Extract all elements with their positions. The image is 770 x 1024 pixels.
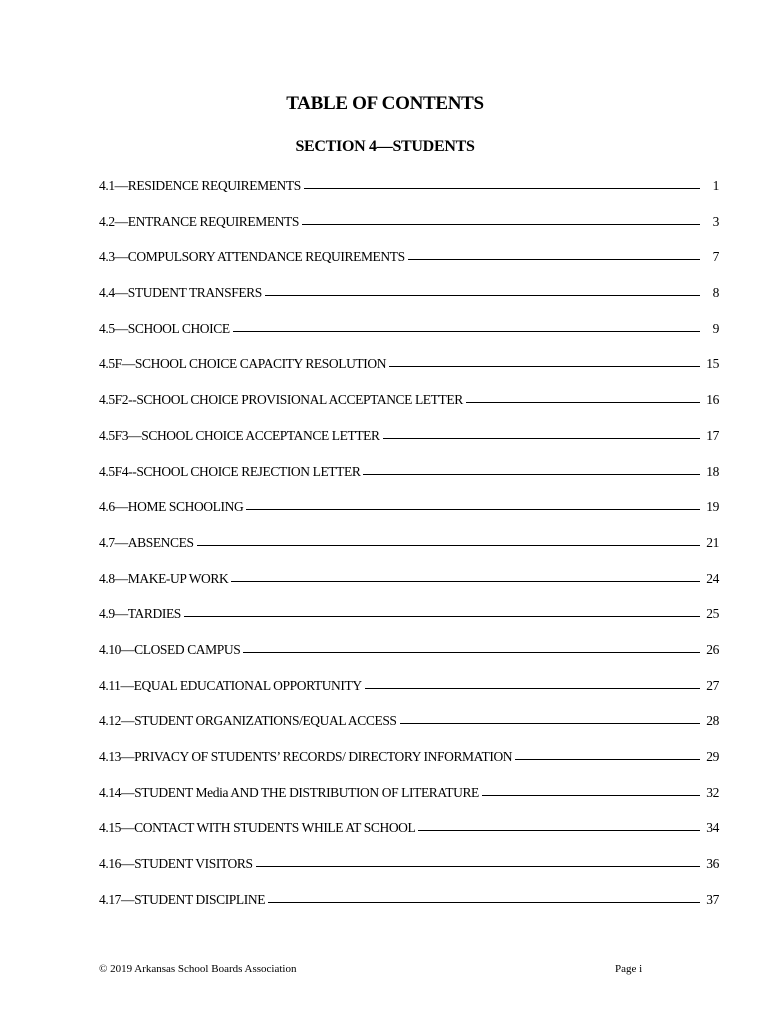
toc-leader-line — [184, 616, 700, 617]
toc-leader-line — [265, 295, 700, 296]
toc-entry[interactable] — [99, 392, 719, 428]
toc-entry-label: 4.17—STUDENT DISCIPLINE — [99, 891, 266, 907]
toc-entry-label: 4.5F2--SCHOOL CHOICE PROVISIONAL ACCEPTANCE LETTER — [99, 392, 463, 408]
toc-entry-page-number: 16 — [706, 392, 719, 408]
toc-leader-line — [383, 438, 700, 439]
toc-leader-line — [418, 830, 700, 831]
toc-entry-page-number: 29 — [706, 749, 719, 764]
toc-entry[interactable] — [99, 820, 719, 856]
toc-entry-page-number: 34 — [706, 820, 719, 836]
toc-leader-line — [243, 652, 700, 653]
toc-entry-page-number: 17 — [706, 427, 719, 443]
toc-entry[interactable] — [99, 428, 719, 464]
toc-entry-page-number: 18 — [706, 463, 719, 479]
toc-entry[interactable] — [99, 678, 719, 714]
toc-entry[interactable] — [99, 892, 719, 928]
toc-leader-line — [197, 545, 700, 546]
toc-entry-page-number: 28 — [706, 713, 719, 729]
toc-entry[interactable] — [99, 642, 719, 678]
toc-entry[interactable] — [99, 321, 719, 357]
toc-leader-line — [304, 188, 700, 189]
toc-entry-label: 4.4—STUDENT TRANSFERS — [99, 285, 262, 301]
toc-entry[interactable] — [99, 713, 719, 749]
toc-leader-line — [408, 259, 700, 260]
toc-entry[interactable] — [99, 535, 719, 571]
toc-entry[interactable] — [99, 464, 719, 500]
toc-entry-label: 4.5—SCHOOL CHOICE — [99, 320, 230, 336]
toc-entry-page-number: 15 — [706, 356, 719, 372]
toc-entry[interactable] — [99, 571, 719, 607]
toc-entry-label: 4.11—EQUAL EDUCATIONAL OPPORTUNITY — [99, 677, 362, 693]
toc-entry-label: 4.12—STUDENT ORGANIZATIONS/EQUAL ACCESS — [99, 713, 397, 729]
toc-leader-line — [231, 581, 700, 582]
toc-entry-label: 4.13—PRIVACY OF STUDENTS’ RECORDS/ DIRECTORY INFORMATION — [99, 749, 513, 764]
toc-entry-label: 4.14—STUDENT Media AND THE DISTRIBUTION OF LITERATURE — [99, 784, 479, 800]
toc-entry-label: 4.16—STUDENT VISITORS — [99, 856, 253, 872]
document-title: TABLE OF CONTENTS — [286, 93, 484, 114]
toc-leader-line — [515, 759, 700, 760]
toc-entry-page-number: 9 — [712, 320, 719, 336]
toc-entry-page-number: 19 — [706, 499, 719, 515]
toc-leader-line — [389, 366, 700, 367]
toc-leader-line — [268, 902, 700, 903]
toc-entry-label: 4.6—HOME SCHOOLING — [99, 499, 244, 515]
toc-entry[interactable] — [99, 178, 719, 214]
toc-entry-page-number: 3 — [712, 213, 719, 229]
toc-entry-page-number: 26 — [706, 641, 719, 657]
toc-leader-line — [466, 402, 700, 403]
toc-entry-label: 4.9—TARDIES — [99, 606, 181, 622]
toc-entry-page-number: 8 — [712, 285, 719, 301]
toc-entry-label: 4.7—ABSENCES — [99, 534, 194, 550]
toc-entry-page-number: 24 — [706, 570, 719, 586]
toc-leader-line — [482, 795, 700, 796]
toc-leader-line — [246, 509, 700, 510]
toc-entry[interactable] — [99, 606, 719, 642]
toc-entry-label: 4.5F4--SCHOOL CHOICE REJECTION LETTER — [99, 463, 361, 479]
toc-entry-page-number: 1 — [712, 178, 719, 193]
toc-entry-label: 4.1—RESIDENCE REQUIREMENTS — [99, 178, 301, 193]
toc-entry[interactable] — [99, 249, 719, 285]
toc-leader-line — [233, 331, 700, 332]
footer-copyright: © 2019 Arkansas School Boards Association — [99, 963, 297, 975]
toc-leader-line — [365, 688, 700, 689]
toc-entry[interactable] — [99, 856, 719, 892]
toc-entry-label: 4.5F—SCHOOL CHOICE CAPACITY RESOLUTION — [99, 356, 387, 372]
table-of-contents — [99, 178, 719, 927]
section-title: SECTION 4—STUDENTS — [295, 138, 475, 155]
toc-entry-page-number: 25 — [706, 606, 719, 622]
toc-entry-label: 4.3—COMPULSORY ATTENDANCE REQUIREMENTS — [99, 249, 405, 265]
toc-leader-line — [400, 723, 700, 724]
toc-entry-label: 4.8—MAKE-UP WORK — [99, 570, 229, 586]
toc-entry[interactable] — [99, 749, 719, 785]
toc-entry-page-number: 27 — [706, 677, 719, 693]
toc-entry-page-number: 37 — [706, 891, 719, 907]
toc-entry-label: 4.5F3—SCHOOL CHOICE ACCEPTANCE LETTER — [99, 427, 380, 443]
toc-entry-label: 4.15—CONTACT WITH STUDENTS WHILE AT SCHOOL — [99, 820, 416, 836]
toc-leader-line — [302, 224, 700, 225]
toc-entry[interactable] — [99, 285, 719, 321]
toc-entry[interactable] — [99, 785, 719, 821]
toc-entry-label: 4.2—ENTRANCE REQUIREMENTS — [99, 213, 299, 229]
toc-entry[interactable] — [99, 356, 719, 392]
toc-entry-page-number: 21 — [706, 534, 719, 550]
footer-page-number: Page i — [615, 963, 643, 975]
toc-entry[interactable] — [99, 499, 719, 535]
toc-entry-page-number: 7 — [712, 249, 719, 265]
toc-entry-page-number: 32 — [706, 784, 719, 800]
toc-entry[interactable] — [99, 214, 719, 250]
toc-leader-line — [363, 474, 700, 475]
toc-leader-line — [256, 866, 700, 867]
toc-entry-page-number: 36 — [706, 856, 719, 872]
toc-entry-label: 4.10—CLOSED CAMPUS — [99, 641, 241, 657]
